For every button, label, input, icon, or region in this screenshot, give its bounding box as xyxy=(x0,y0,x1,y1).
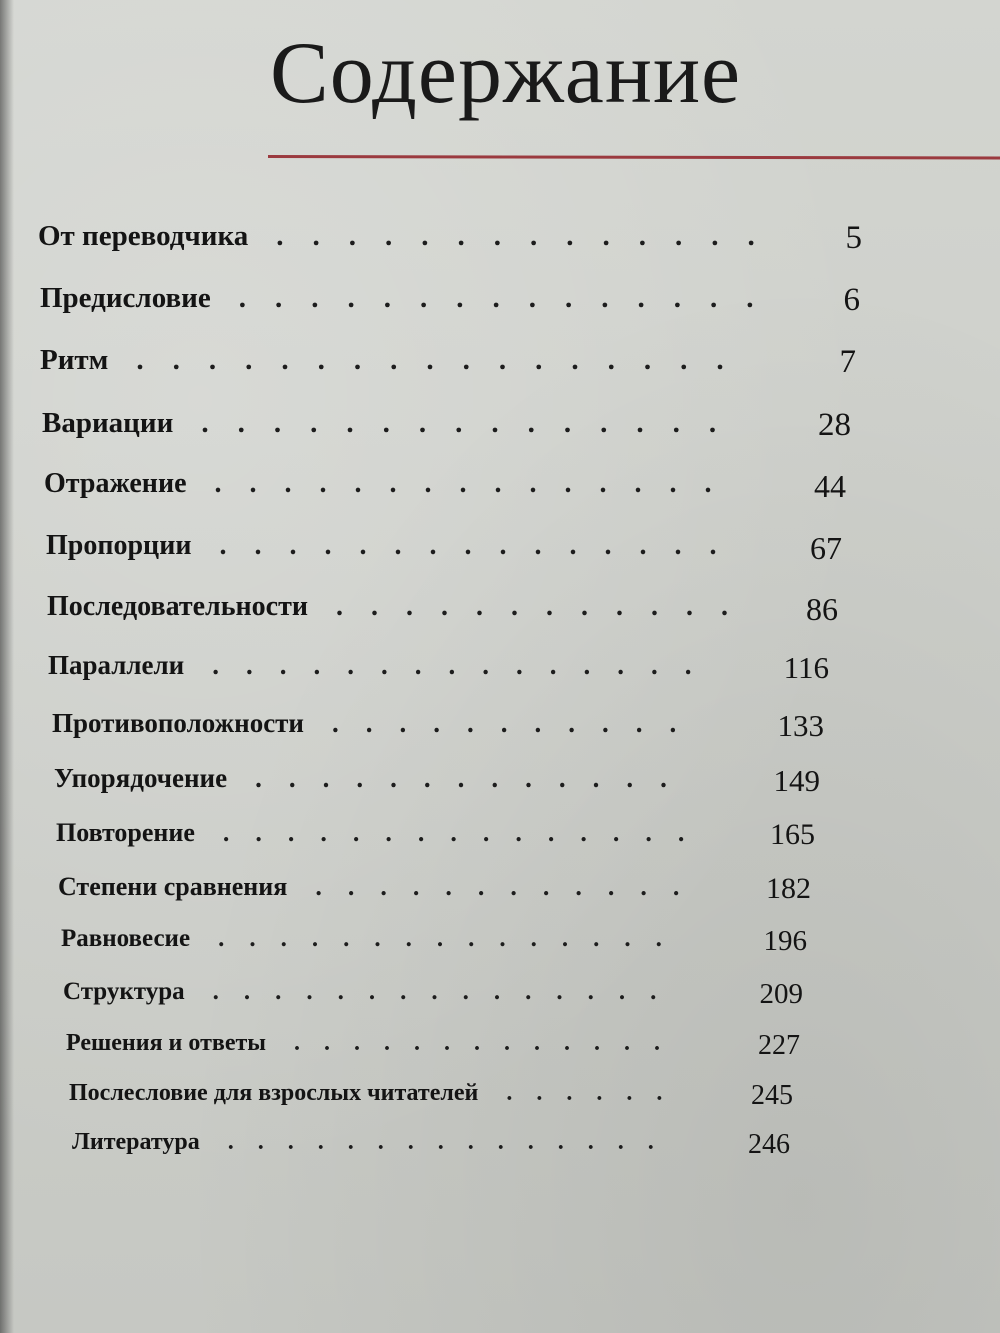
toc-entry-page: 7 xyxy=(839,344,856,380)
toc-entry-title: Послесловие для взрослых читателей xyxy=(69,1080,479,1106)
toc-entry-page: 209 xyxy=(759,978,803,1010)
toc-entry-page: 182 xyxy=(766,872,811,905)
toc-dot-leader: . . . . . . . . . . . . . xyxy=(255,763,694,793)
toc-entry-title: Отражение xyxy=(44,468,187,499)
toc-entry-page: 227 xyxy=(758,1030,800,1061)
toc-entry-title: Степени сравнения xyxy=(58,872,288,901)
toc-dot-leader: . . . . . . . . . . . . xyxy=(335,591,756,622)
toc-entry-title: Последовательности xyxy=(47,591,308,622)
toc-dot-leader: . . . . . . . . . . . . xyxy=(315,872,706,901)
toc-dot-leader: . . . . . . . . . . . . . . . xyxy=(218,925,687,952)
toc-dot-leader: . . . . . . . . . . . . . . . xyxy=(212,978,682,1005)
toc-dot-leader: . . . . . . . . . . . . . . xyxy=(276,220,784,252)
toc-entry-title: Литература xyxy=(72,1129,200,1155)
toc-entry xyxy=(61,925,807,965)
toc-entry-page: 245 xyxy=(751,1080,793,1111)
toc-entry-page: 116 xyxy=(783,650,829,685)
toc-entry-title: Пропорции xyxy=(46,530,192,561)
toc-entry xyxy=(40,282,860,322)
toc-entry-page: 44 xyxy=(814,468,846,504)
toc-dot-leader: . . . . . . . . . . . . . xyxy=(294,1030,684,1056)
toc-entry xyxy=(69,1080,793,1120)
toc-entry-title: Равновесие xyxy=(61,925,191,952)
toc-entry xyxy=(54,763,820,803)
toc-entry-title: От переводчика xyxy=(38,220,249,252)
toc-dot-leader: . . . . . . xyxy=(506,1080,687,1106)
toc-entry-title: Упорядочение xyxy=(54,763,228,793)
toc-entry-title: Структура xyxy=(63,978,185,1005)
toc-entry-page: 5 xyxy=(845,220,862,256)
toc-dot-leader: . . . . . . . . . . . . . . . xyxy=(212,650,719,680)
toc-entry-title: Повторение xyxy=(56,818,195,847)
toc-entry xyxy=(46,530,842,570)
toc-entry xyxy=(72,1129,790,1169)
toc-dot-leader: . . . . . . . . . . . . . . . . . xyxy=(136,344,753,376)
toc-entry-title: Параллели xyxy=(48,650,185,680)
toc-entry-page: 196 xyxy=(763,925,807,957)
page-title: Содержание xyxy=(270,25,742,122)
toc-dot-leader: . . . . . . . . . . . . . . . xyxy=(227,1129,678,1155)
toc-dot-leader: . . . . . . . . . . . . . . . xyxy=(214,468,740,499)
toc-dot-leader: . . . . . . . . . . . . . . . xyxy=(219,530,745,561)
toc-entry xyxy=(52,708,824,748)
toc-entry-page: 133 xyxy=(777,708,824,743)
toc-entry xyxy=(42,407,851,447)
toc-entry-page: 86 xyxy=(806,591,838,627)
toc-entry-page: 28 xyxy=(818,407,851,443)
toc-dot-leader: . . . . . . . . . . . . . . . xyxy=(201,407,746,439)
toc-entry-page: 6 xyxy=(843,282,860,318)
toc-entry-title: Противоположности xyxy=(52,708,304,738)
toc-entry xyxy=(63,978,803,1018)
toc-entry-page: 67 xyxy=(810,530,842,566)
toc-entry xyxy=(47,591,838,631)
toc-entry xyxy=(56,818,815,858)
toc-dot-leader: . . . . . . . . . . . . . . . xyxy=(238,282,783,314)
toc-dot-leader: . . . . . . . . . . . . . . . xyxy=(222,818,711,847)
toc-entry-title: Решения и ответы xyxy=(66,1030,266,1056)
toc-entry xyxy=(58,872,811,912)
toc-entry xyxy=(38,220,862,260)
toc-entry-page: 149 xyxy=(773,763,820,798)
toc-entry-title: Предисловие xyxy=(40,282,211,314)
toc-entry xyxy=(44,468,846,508)
toc-entry-page: 165 xyxy=(770,818,815,851)
toc-entry xyxy=(66,1030,800,1070)
toc-entry-page: 246 xyxy=(748,1129,790,1160)
toc-entry xyxy=(48,650,829,690)
toc-entry-title: Ритм xyxy=(40,344,109,376)
toc-entry-title: Вариации xyxy=(42,407,174,439)
toc-dot-leader: . . . . . . . . . . . xyxy=(332,708,704,738)
toc-entry xyxy=(40,344,856,384)
